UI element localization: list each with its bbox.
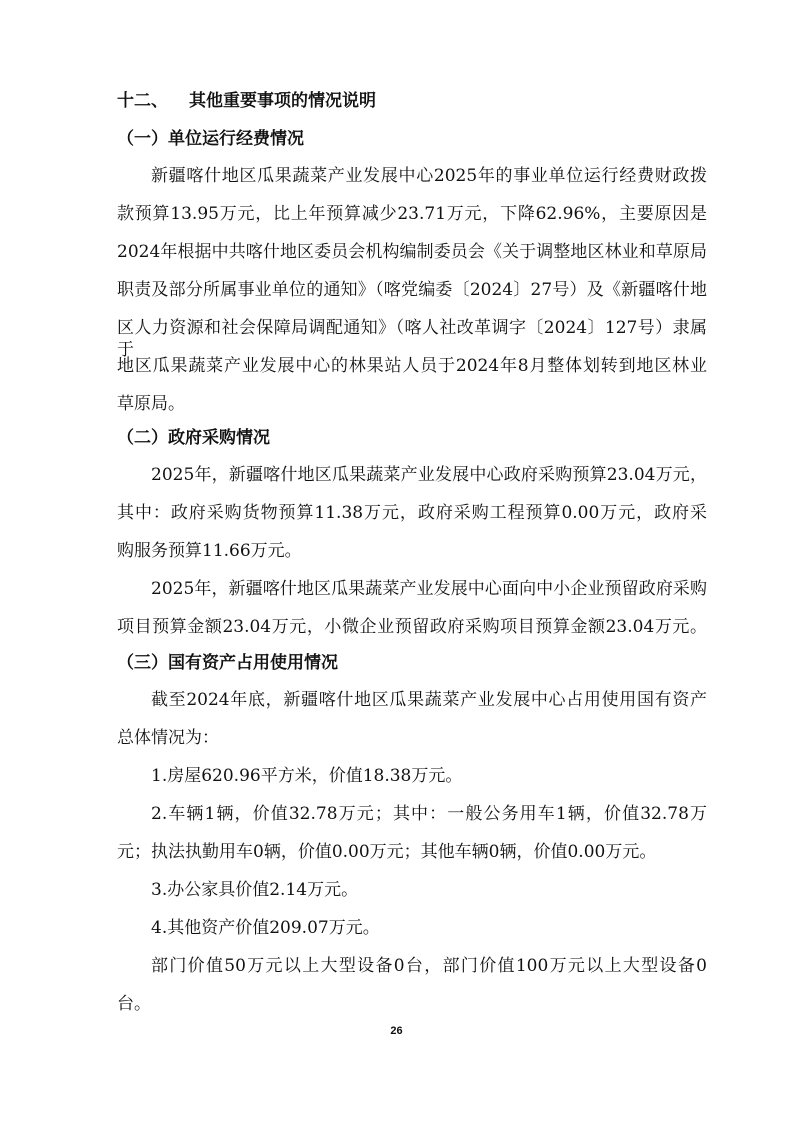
paragraph-line: 2024年根据中共喀什地区委员会机构编制委员会《关于调整地区林业和草原局	[117, 242, 707, 262]
paragraph-line: 区人力资源和社会保障局调配通知》（喀人社改革调字〔2024〕127号）隶属于	[117, 318, 707, 360]
paragraph-line: 职责及部分所属事业单位的通知》（喀党编委〔2024〕27号）及《新疆喀什地	[117, 280, 707, 300]
paragraph-line: 购服务预算11.66万元。	[117, 541, 302, 561]
subsection-heading-procurement: （二）政府采购情况	[117, 428, 270, 448]
section-number: 十二、	[117, 91, 168, 111]
paragraph-line: 其中：政府采购货物预算11.38万元，政府采购工程预算0.00万元，政府采	[117, 503, 707, 523]
paragraph-line: 项目预算金额23.04万元，小微企业预留政府采购项目预算金额23.04万元。	[117, 617, 707, 637]
paragraph-line: 新疆喀什地区瓜果蔬菜产业发展中心2025年的事业单位运行经费财政拨	[151, 166, 707, 186]
asset-item-vehicles: 2.车辆1辆，价值32.78万元；其中：一般公务用车1辆，价值32.78万	[151, 804, 707, 824]
page-number: 26	[390, 1025, 403, 1037]
subsection-heading-operating-funds: （一）单位运行经费情况	[117, 129, 304, 149]
paragraph-line: 总体情况为：	[117, 728, 219, 748]
subsection-heading-assets: （三）国有资产占用使用情况	[117, 653, 338, 673]
section-heading	[117, 90, 707, 112]
paragraph-line: 2025年，新疆喀什地区瓜果蔬菜产业发展中心面向中小企业预留政府采购	[151, 579, 707, 599]
paragraph-line: 台。	[117, 994, 151, 1014]
paragraph-line: 元；执法执勤用车0辆，价值0.00万元；其他车辆0辆，价值0.00万元。	[117, 842, 657, 862]
asset-item-furniture: 3.办公家具价值2.14万元。	[151, 880, 359, 900]
section-title: 其他重要事项的情况说明	[189, 91, 376, 111]
paragraph-line: 地区瓜果蔬菜产业发展中心的林果站人员于2024年8月整体划转到地区林业	[117, 356, 707, 376]
paragraph-line: 2025年，新疆喀什地区瓜果蔬菜产业发展中心政府采购预算23.04万元，	[151, 465, 707, 485]
asset-item-other: 4.其他资产价值209.07万元。	[151, 918, 380, 938]
paragraph-line: 草原局。	[117, 394, 185, 414]
asset-item-housing: 1.房屋620.96平方米，价值18.38万元。	[151, 766, 463, 786]
paragraph-line: 截至2024年底，新疆喀什地区瓜果蔬菜产业发展中心占用使用国有资产	[151, 690, 707, 710]
paragraph-line: 款预算13.95万元，比上年预算减少23.71万元，下降62.96%，主要原因是	[117, 204, 707, 224]
paragraph-line: 部门价值50万元以上大型设备0台，部门价值100万元以上大型设备0	[151, 956, 707, 976]
